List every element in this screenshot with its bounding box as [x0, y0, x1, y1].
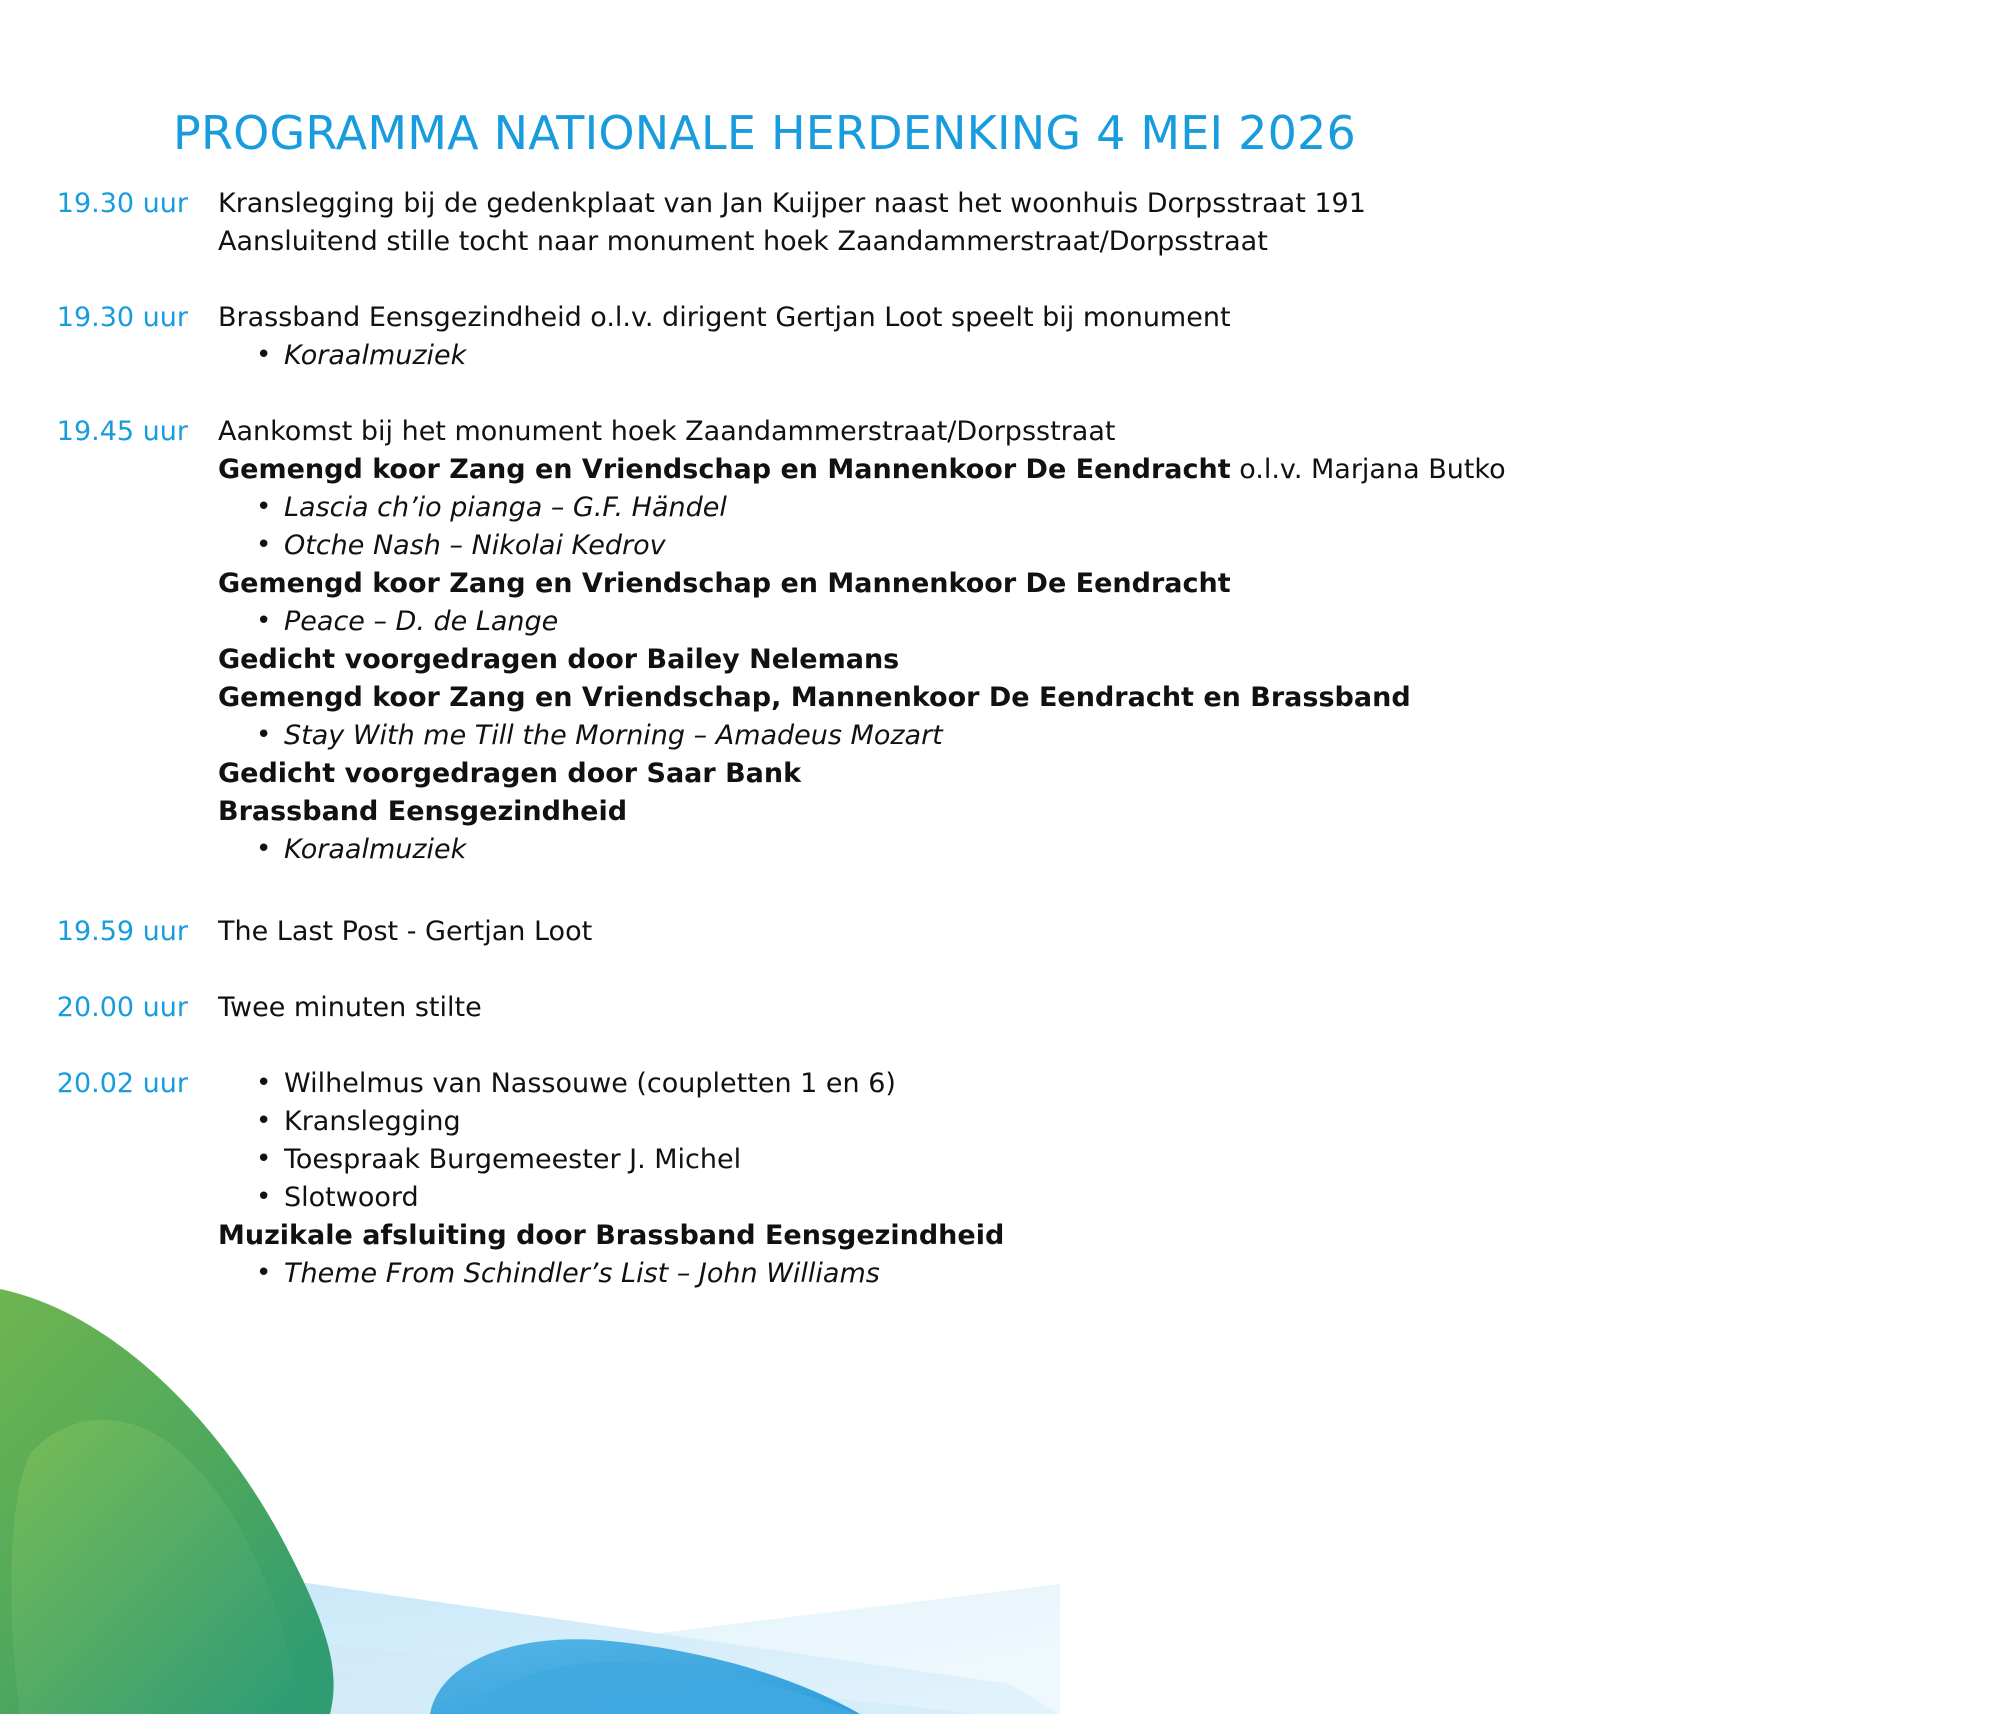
list-item: • Lascia ch’io pianga – G.F. Händel	[248, 489, 2000, 527]
bullet-list	[218, 489, 2000, 565]
bullet-list	[218, 603, 2000, 641]
program-line	[218, 793, 2000, 831]
page-title: PROGRAMMA NATIONALE HERDENKING 4 MEI 2026	[173, 105, 1356, 160]
schedule-block	[0, 1065, 2000, 1293]
schedule-time: 19.45 uur	[56, 416, 188, 447]
list-item: • Wilhelmus van Nassouwe (coupletten 1 en 6)	[248, 1065, 2000, 1103]
program-line	[218, 755, 2000, 793]
schedule-body	[218, 913, 2000, 951]
program-line-text: Gemengd koor Zang en Vriendschap en Mannenkoor De Eendracht	[218, 454, 1231, 485]
schedule-time: 19.59 uur	[56, 916, 188, 947]
program-line	[218, 679, 2000, 717]
program-line: Twee minuten stilte	[218, 992, 482, 1023]
schedule-block	[0, 299, 2000, 375]
bullet-list	[218, 717, 2000, 755]
bullet-list	[218, 1255, 2000, 1293]
schedule-body	[218, 185, 2000, 261]
program-schedule	[0, 185, 2000, 1331]
program-line-text: Brassband Eensgezindheid	[218, 796, 628, 827]
schedule-block	[0, 989, 2000, 1027]
list-item: • Koraalmuziek	[248, 831, 2000, 869]
list-item: • Theme From Schindler’s List – John Williams	[248, 1255, 2000, 1293]
program-line	[218, 641, 2000, 679]
list-item: • Kranslegging	[248, 1103, 2000, 1141]
schedule-time: 19.30 uur	[56, 188, 188, 219]
list-item: • Toespraak Burgemeester J. Michel	[248, 1141, 2000, 1179]
program-line-text: Muzikale afsluiting door Brassband Eensgezindheid	[218, 1220, 1005, 1251]
program-line-text: Gedicht voorgedragen door Bailey Nelemans	[218, 644, 900, 675]
schedule-body	[218, 299, 2000, 375]
program-line: The Last Post - Gertjan Loot	[218, 916, 593, 947]
schedule-time: 20.02 uur	[56, 1068, 188, 1099]
program-line-text: Gemengd koor Zang en Vriendschap en Mannenkoor De Eendracht	[218, 568, 1231, 599]
schedule-block	[0, 913, 2000, 951]
schedule-block	[0, 185, 2000, 261]
program-line: Aansluitend stille tocht naar monument hoek Zaandammerstraat/Dorpsstraat	[218, 226, 1268, 257]
schedule-block	[0, 413, 2000, 869]
program-line	[218, 413, 2000, 451]
program-line	[218, 1217, 2000, 1255]
program-line-text: Aankomst bij het monument hoek Zaandammerstraat/Dorpsstraat	[218, 416, 1116, 447]
list-item: • Peace – D. de Lange	[248, 603, 2000, 641]
list-item: • Otche Nash – Nikolai Kedrov	[248, 527, 2000, 565]
list-item: • Koraalmuziek	[248, 337, 2000, 375]
program-line-suffix: o.l.v. Marjana Butko	[1230, 454, 1506, 485]
list-item: • Stay With me Till the Morning – Amadeus Mozart	[248, 717, 2000, 755]
program-line-text: Gedicht voorgedragen door Saar Bank	[218, 758, 802, 789]
schedule-body	[218, 413, 2000, 869]
program-line: Brassband Eensgezindheid o.l.v. dirigent Gertjan Loot speelt bij monument	[218, 302, 1231, 333]
schedule-body	[218, 1065, 2000, 1293]
program-line-text: Gemengd koor Zang en Vriendschap, Mannenkoor De Eendracht en Brassband	[218, 682, 1411, 713]
program-line: Kranslegging bij de gedenkplaat van Jan Kuijper naast het woonhuis Dorpsstraat 191	[218, 188, 1366, 219]
schedule-time: 20.00 uur	[56, 992, 188, 1023]
bullet-list	[218, 1065, 2000, 1217]
schedule-body	[218, 989, 2000, 1027]
list-item: • Slotwoord	[248, 1179, 2000, 1217]
bullet-list	[218, 831, 2000, 869]
bullet-list	[218, 337, 2000, 375]
schedule-time: 19.30 uur	[56, 302, 188, 333]
program-line	[218, 565, 2000, 603]
program-line	[218, 451, 2000, 489]
